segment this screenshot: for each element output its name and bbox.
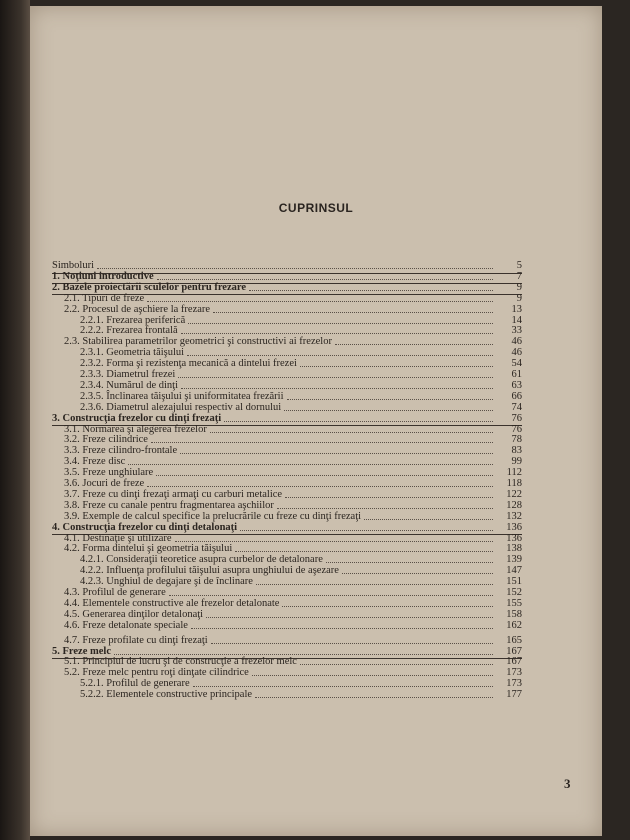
toc-entry-label: 4.4. Elementele constructive ale frezelor detalonate	[64, 597, 280, 609]
toc-leader-dots	[284, 409, 493, 411]
toc-leader-dots	[235, 550, 493, 552]
toc-entry-label: 2.2.1. Frezarea periferică	[80, 314, 186, 326]
toc-entry-label: 3.4. Freze disc	[64, 456, 126, 468]
toc-entry-page: 136	[506, 521, 522, 533]
toc-leader-dots	[300, 663, 493, 665]
toc-leader-dots	[255, 696, 493, 698]
toc-entry-label: 3.9. Exemple de calcul specifice la prelucrările cu freze cu dinţi frezaţi	[64, 510, 362, 522]
toc-entry-label: 4.2.3. Unghiul de degajare şi de înclinare	[80, 576, 253, 588]
toc-entry-label: 2.3. Stabilirea parametrilor geometrici şi constructivi ai frezelor	[64, 336, 332, 348]
toc-entry-label: 3.3. Freze cilindro-frontale	[64, 445, 178, 457]
toc-leader-dots	[187, 354, 493, 356]
toc-entry	[64, 620, 522, 632]
toc-leader-dots	[326, 561, 493, 563]
toc-entry-page: 46	[511, 347, 522, 359]
toc-entry-page: 118	[506, 478, 522, 489]
toc-entry-label: 4.2.1. Consideraţii teoretice asupra curbelor de detalonare	[80, 554, 323, 566]
page-title: CUPRINSUL	[278, 201, 354, 215]
toc-entry-label: 2.3.6. Diametrul alezajului respectiv al dornului	[80, 401, 282, 413]
toc-leader-dots	[169, 594, 493, 596]
toc-entry-page: 9	[516, 292, 522, 304]
toc-entry-page: 54	[511, 358, 522, 370]
toc-entry-page: 167	[506, 656, 522, 668]
toc-leader-dots	[211, 642, 493, 644]
toc-leader-dots	[180, 452, 493, 454]
toc-entry-label: 4.2.2. Influenţa profilului tăişului asupra unghiului de aşezare	[80, 565, 339, 577]
toc-entry-label: 2.3.3. Diametrul frezei	[80, 369, 176, 380]
toc-leader-dots	[210, 431, 493, 433]
toc-entry	[80, 689, 522, 701]
toc-entry-label: 2. Bazele proiectării sculelor pentru frezare	[52, 281, 246, 293]
toc-leader-dots	[175, 540, 493, 542]
toc-leader-dots	[181, 387, 493, 389]
toc-entry-page: 76	[511, 412, 522, 424]
toc-leader-dots	[213, 311, 493, 313]
toc-entry-label: Simboluri	[52, 260, 95, 271]
toc-leader-dots	[193, 685, 493, 687]
toc-entry-page: 139	[506, 554, 522, 566]
toc-entry-label: 2.2. Procesul de aşchiere la frezare	[64, 303, 211, 315]
toc-leader-dots	[181, 332, 493, 334]
toc-leader-dots	[277, 507, 493, 509]
toc-entry-page: 152	[506, 587, 522, 598]
toc-leader-dots	[188, 322, 493, 324]
toc-leader-dots	[206, 616, 493, 618]
toc-entry-page: 122	[506, 488, 522, 500]
toc-leader-dots	[252, 674, 493, 676]
toc-entry-label: 2.3.1. Geometria tăişului	[80, 347, 185, 359]
toc-entry-page: 33	[511, 325, 522, 337]
toc-leader-dots	[128, 463, 493, 465]
toc-leader-dots	[97, 267, 493, 269]
toc-entry-page: 173	[506, 667, 522, 679]
toc-entry-label: 4.2. Forma dintelui şi geometria tăişului	[64, 543, 233, 555]
toc-entry-page: 136	[506, 532, 522, 544]
toc-entry-page: 155	[506, 597, 522, 609]
toc-entry-page: 14	[511, 314, 522, 326]
toc-entry-page: 99	[511, 456, 522, 468]
toc-entry-label: 3.5. Freze unghiulare	[64, 467, 154, 479]
toc-leader-dots	[300, 365, 493, 367]
toc-entry-page: 13	[511, 303, 522, 315]
toc-entry-page: 83	[511, 445, 522, 457]
toc-entry-page: 63	[511, 379, 522, 391]
toc-leader-dots	[282, 605, 493, 607]
toc-entry-label: 3. Construcţia frezelor cu dinţi frezaţi	[52, 412, 222, 424]
toc-leader-dots	[178, 376, 493, 378]
toc-entry-page: 78	[511, 434, 522, 446]
toc-entry-page: 5	[516, 260, 522, 271]
toc-entry-label: 5.2.1. Profilul de generare	[80, 678, 190, 690]
toc-entry-page: 151	[506, 576, 522, 588]
toc-entry-label: 4.5. Generarea dinţilor detalonaţi	[64, 608, 204, 620]
toc-entry-page: 177	[506, 689, 522, 701]
toc-leader-dots	[364, 518, 493, 520]
toc-entry-label: 4. Construcţia frezelor cu dinţi detalonaţi	[52, 521, 238, 533]
toc-leader-dots	[249, 289, 493, 291]
toc-leader-dots	[156, 474, 493, 476]
toc-entry-page: 162	[506, 619, 522, 631]
toc-entry-label: 2.3.4. Numărul de dinţi	[80, 379, 178, 391]
toc-entry-label: 2.3.5. Înclinarea tăişului şi uniformitatea frezării	[80, 390, 284, 402]
toc-entry-page: 158	[506, 608, 522, 620]
toc-leader-dots	[335, 343, 493, 345]
book-spine-shadow	[0, 0, 30, 840]
toc-leader-dots	[342, 572, 493, 574]
toc-leader-dots	[191, 627, 493, 629]
toc-entry-page: 76	[511, 423, 522, 435]
toc-entry-page: 9	[516, 281, 522, 293]
toc-entry-label: 5.2. Freze melc pentru roţi dinţate cilindrice	[64, 667, 249, 679]
toc-entry-page: 112	[506, 467, 522, 479]
toc-entry-label: 2.2.2. Frezarea frontală	[80, 325, 178, 337]
toc-entry-label: 4.6. Freze detalonate speciale	[64, 619, 188, 631]
toc-leader-dots	[240, 529, 493, 531]
toc-entry-label: 2.3.2. Forma şi rezistenţa mecanică a dintelui frezei	[80, 358, 297, 370]
toc-leader-dots	[256, 583, 493, 585]
toc-entry-page: 66	[511, 390, 522, 402]
toc-entry-page: 167	[506, 645, 522, 657]
toc-entry-label: 1. Noţiuni introductive	[52, 270, 154, 282]
toc-entry-page: 165	[506, 634, 522, 646]
toc-entry-label: 3.8. Freze cu canale pentru fragmentarea aşchiilor	[64, 499, 274, 511]
toc-entry-page: 128	[506, 499, 522, 511]
toc-leader-dots	[147, 300, 493, 302]
toc-entry-label: 5.2.2. Elementele constructive principale	[80, 689, 253, 701]
toc-entry-label: 3.1. Normarea şi alegerea frezelor	[64, 423, 207, 435]
toc-entry-page: 74	[511, 401, 522, 413]
toc-entry-page: 61	[511, 369, 522, 380]
page-number: 3	[564, 776, 571, 791]
toc-leader-dots	[285, 496, 493, 498]
toc-entry-page: 147	[506, 565, 522, 577]
toc-entry-label: 3.6. Jocuri de freze	[64, 478, 145, 489]
toc-leader-dots	[224, 420, 493, 422]
toc-entry-label: 4.1. Destinaţie şi utilizare	[64, 532, 172, 544]
toc-entry-label: 5. Freze melc	[52, 645, 111, 657]
toc-entry-page: 7	[516, 270, 522, 282]
toc-leader-dots	[151, 441, 493, 443]
toc-entry-page: 46	[511, 336, 522, 348]
toc-entry-label: 4.7. Freze profilate cu dinţi frezaţi	[64, 634, 208, 646]
toc-entry-page: 138	[506, 543, 522, 555]
toc-leader-dots	[114, 653, 493, 655]
toc-entry-label: 2.1. Tipuri de freze	[64, 292, 145, 304]
toc-entry-label: 5.1. Principiul de lucru şi de construcţie a frezelor melc	[64, 656, 297, 668]
toc-entry-label: 3.7. Freze cu dinţi frezaţi armaţi cu carburi metalice	[64, 488, 283, 500]
toc-entry-page: 173	[506, 678, 522, 690]
toc-leader-dots	[157, 278, 493, 280]
toc-leader-dots	[287, 398, 493, 400]
toc-leader-dots	[147, 485, 493, 487]
toc-entry-page: 132	[506, 510, 522, 522]
document-page	[30, 6, 602, 836]
toc-entry-label: 3.2. Freze cilindrice	[64, 434, 148, 446]
toc-entry-label: 4.3. Profilul de generare	[64, 587, 166, 598]
